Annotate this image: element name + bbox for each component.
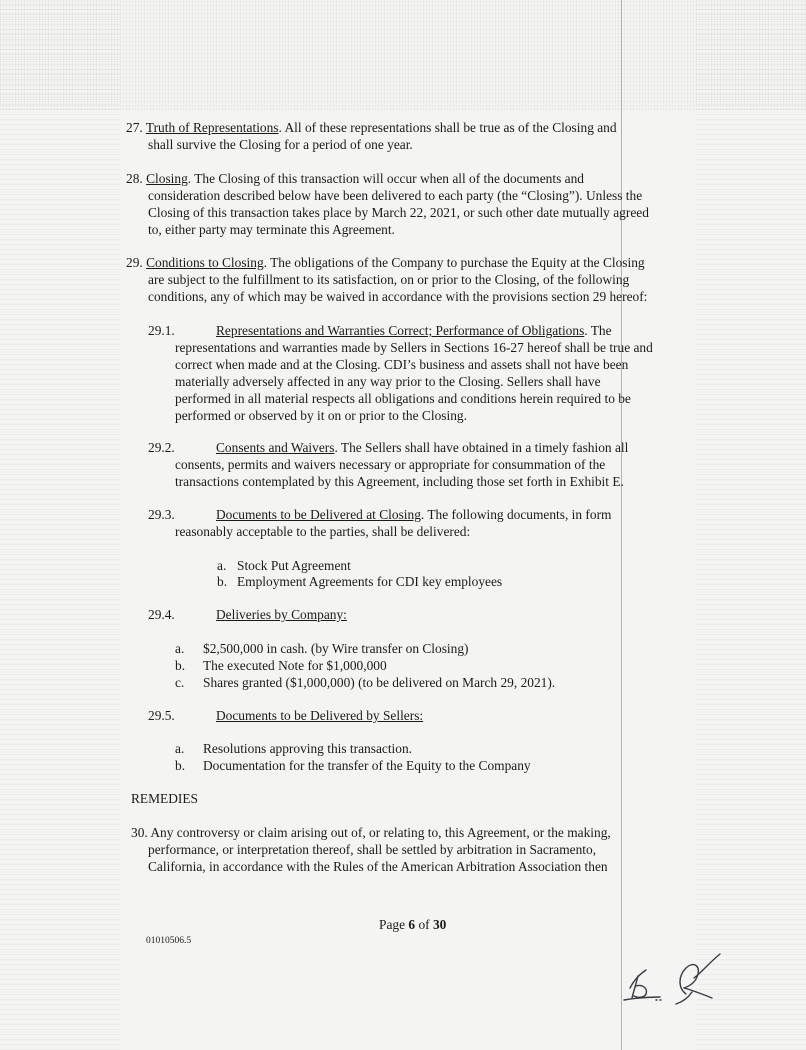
section-30-line-1: 30. Any controversy or claim arising out of, or relating to, this Agreement, or the making, [131, 825, 611, 840]
section-30-line-3: California, in accordance with the Rules of the American Arbitration Association then [148, 859, 608, 874]
section-29-1-line-6: performed or observed by it on or prior to the Closing. [175, 408, 467, 423]
scan-noise-top [0, 0, 806, 110]
section-29-heading: Conditions to Closing [146, 255, 264, 270]
list-item: The executed Note for $1,000,000 [203, 658, 387, 673]
section-27-line-2: shall survive the Closing for a period of one year. [148, 137, 413, 152]
list-item-mark: b. [175, 758, 186, 773]
section-29-2-line-1: Consents and Waivers. The Sellers shall have obtained in a timely fashion all [216, 440, 629, 455]
section-29-3-heading: Documents to be Delivered at Closing [216, 507, 421, 522]
list-item-mark: b. [217, 574, 228, 589]
list-item-mark: a. [217, 558, 227, 573]
document-id: 01010506.5 [146, 936, 192, 946]
list-item-mark: c. [175, 675, 185, 690]
list-item: Documentation for the transfer of the Equity to the Company [203, 758, 531, 773]
section-29-3-number: 29.3. [148, 507, 175, 522]
section-30-line-2: performance, or interpretation thereof, shall be settled by arbitration in Sacramento, [148, 842, 597, 857]
list-item: $2,500,000 in cash. (by Wire transfer on Closing) [203, 641, 469, 656]
section-27-line-1: 27. Truth of Representations. All of these representations shall be true as of the Closing and [126, 120, 617, 135]
section-28-line-2: consideration described below have been delivered to each party (the “Closing”). Unless the [148, 188, 643, 203]
signature-initials [616, 948, 728, 1010]
list-item: Stock Put Agreement [237, 558, 351, 573]
section-29-line-2: are subject to the fulfillment to its satisfaction, on or prior to the Closing, of the following [148, 272, 630, 287]
section-29-2-line-3: transactions contemplated by this Agreement, including those set forth in Exhibit E. [175, 474, 624, 489]
section-28-line-4: to, either party may terminate this Agreement. [148, 222, 395, 237]
section-29-3-line-1: Documents to be Delivered at Closing. The following documents, in form [216, 507, 612, 522]
section-29-1-line-4: materially adversely affected in any way prior to the Closing. Sellers shall have [175, 374, 601, 389]
page-number: Page 6 of 30 [379, 917, 447, 932]
section-29-1-line-5: performed in all material respects all obligations and conditions herein required to be [175, 391, 631, 406]
section-29-line-3: conditions, any of which may be waived in accordance with the provisions section 29 hereof: [148, 289, 648, 304]
section-29-4-number: 29.4. [148, 607, 175, 622]
list-item: Shares granted ($1,000,000) (to be delivered on March 29, 2021). [203, 675, 556, 690]
section-29-1-number: 29.1. [148, 323, 175, 338]
section-29-1-line-3: correct when made and at the Closing. CDI’s business and assets shall not have been [175, 357, 629, 372]
section-28-heading: Closing [146, 171, 188, 186]
list-item-mark: a. [175, 741, 185, 756]
list-item-mark: b. [175, 658, 186, 673]
scan-noise-left [0, 0, 120, 1050]
section-29-4-heading: Deliveries by Company: [216, 607, 347, 622]
section-29-5-number: 29.5. [148, 708, 175, 723]
section-29-5-heading: Documents to be Delivered by Sellers: [216, 708, 424, 723]
section-28-line-1: 28. Closing. The Closing of this transaction will occur when all of the documents and [126, 171, 584, 186]
remedies-heading: REMEDIES [131, 791, 198, 806]
list-item-mark: a. [175, 641, 185, 656]
section-29-1-line-2: representations and warranties made by Sellers in Sections 16-27 hereof shall be true and [175, 340, 653, 355]
section-29-1-line-1: Representations and Warranties Correct; Performance of Obligations. The [216, 323, 612, 338]
section-28-line-3: Closing of this transaction takes place by March 22, 2021, or such other date mutually agreed [148, 205, 649, 220]
scan-fold-line [621, 0, 622, 1050]
section-29-2-line-2: consents, permits and waivers necessary or appropriate for consummation of the [175, 457, 606, 472]
section-29-2-number: 29.2. [148, 440, 175, 455]
section-29-3-line-2: reasonably acceptable to the parties, shall be delivered: [175, 524, 471, 539]
section-27-heading: Truth of Representations [145, 120, 279, 135]
section-29-line-1: 29. Conditions to Closing. The obligations of the Company to purchase the Equity at the Closing [126, 255, 645, 270]
scan-noise-right [696, 0, 806, 1050]
section-29-2-heading: Consents and Waivers [216, 440, 335, 455]
section-29-1-heading: Representations and Warranties Correct; Performance of Obligations [216, 323, 585, 338]
list-item: Resolutions approving this transaction. [203, 741, 413, 756]
list-item: Employment Agreements for CDI key employees [237, 574, 503, 589]
